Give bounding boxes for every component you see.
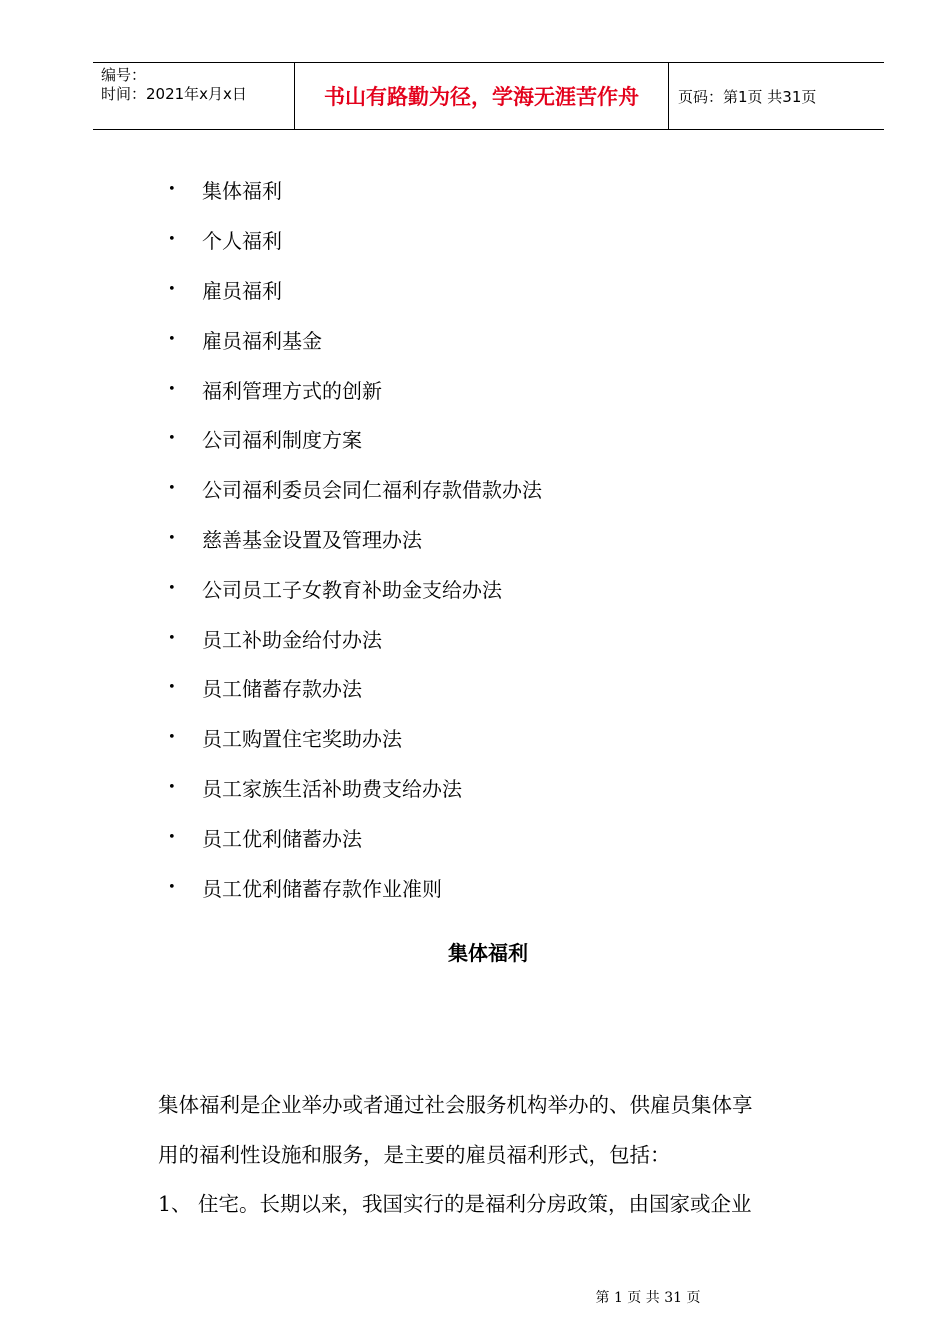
section-title: 集体福利 [448,941,528,965]
header-page-info-cell [669,63,884,129]
toc-item-label: 公司员工子女教育补助金支给办法 [202,577,502,602]
body-paragraph-line: 用的福利性设施和服务，是主要的雇员福利形式，包括： [158,1143,671,1167]
document-time-label: 时间：2021年x月x日 [101,85,247,103]
bullet-icon: • [168,779,176,795]
toc-item-label: 个人福利 [202,229,282,254]
bullet-icon: • [168,630,176,646]
header-motto-cell [295,63,669,129]
bullet-icon: • [168,580,176,596]
toc-item [168,464,542,514]
toc-item [168,563,542,613]
bullet-icon: • [168,481,176,497]
bullet-icon: • [168,182,176,198]
toc-item [168,663,542,713]
bullet-icon: • [168,680,176,696]
page-header [93,62,884,130]
bullet-icon: • [168,530,176,546]
toc-item-label: 员工优利储蓄存款作业准则 [202,876,442,901]
toc-item [168,265,542,315]
bullet-icon: • [168,829,176,845]
toc-item [168,862,542,912]
toc-item [168,763,542,813]
header-motto: 书山有路勤为径，学海无涯苦作舟 [324,85,639,109]
toc-item [168,514,542,564]
bullet-icon: • [168,232,176,248]
toc-item-label: 福利管理方式的创新 [202,378,382,403]
toc-item [168,613,542,663]
bullet-icon: • [168,431,176,447]
toc-item-label: 员工家族生活补助费支给办法 [202,776,462,801]
document-number-label: 编号： [101,66,147,84]
toc-item-label: 公司福利委员会同仁福利存款借款办法 [202,478,542,503]
toc-item [168,414,542,464]
body-paragraph-line: 1、 住宅。长期以来，我国实行的是福利分房政策，由国家或企业 [158,1192,752,1216]
toc-item [168,713,542,763]
bullet-icon: • [168,730,176,746]
toc-item-label: 员工储蓄存款办法 [202,677,362,702]
bullet-icon: • [168,879,176,895]
toc-item [168,812,542,862]
bullet-icon: • [168,381,176,397]
header-page-info: 页码：第1页 共31页 [678,87,817,106]
toc-item [168,215,542,265]
toc-item [168,165,542,215]
toc-item-label: 集体福利 [202,179,282,204]
toc-item-label: 员工优利储蓄办法 [202,826,362,851]
toc-item-label: 公司福利制度方案 [202,428,362,453]
toc-item-label: 雇员福利 [202,278,282,303]
toc-item-label: 慈善基金设置及管理办法 [202,527,422,552]
body-paragraph-line: 集体福利是企业举办或者通过社会服务机构举办的、供雇员集体享 [158,1093,753,1117]
bullet-icon: • [168,331,176,347]
toc-item-label: 雇员福利基金 [202,328,322,353]
toc-item-label: 员工补助金给付办法 [202,627,382,652]
page-footer: 第 1 页 共 31 页 [595,1290,701,1306]
bullet-icon: • [168,281,176,297]
table-of-contents [168,165,542,912]
header-meta [93,63,295,129]
toc-item [168,314,542,364]
toc-item-label: 员工购置住宅奖助办法 [202,727,402,752]
toc-item [168,364,542,414]
